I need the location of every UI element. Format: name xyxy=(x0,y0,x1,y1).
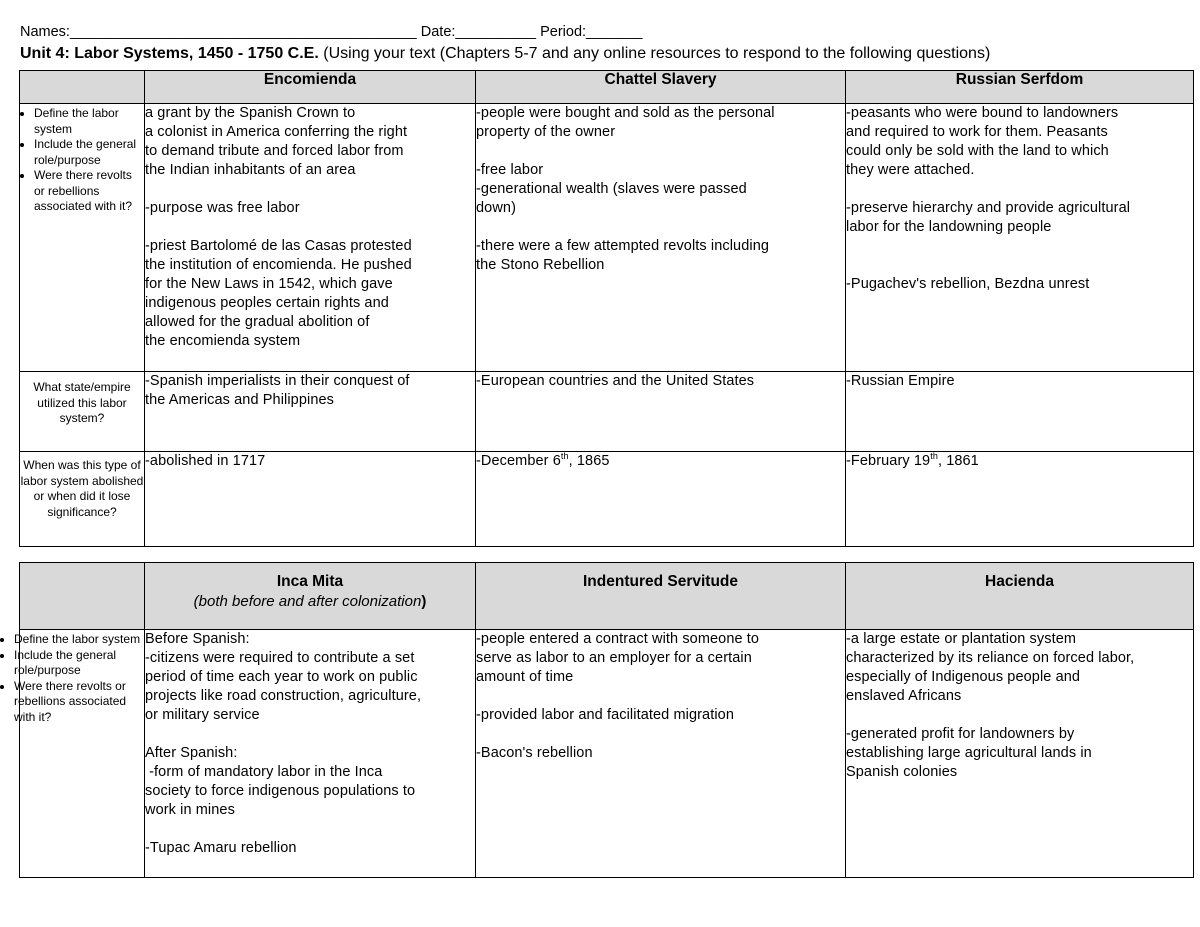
text-line: society to force indigenous populations to xyxy=(145,783,416,799)
text-line: -free labor xyxy=(476,162,544,178)
text-line: amount of time xyxy=(476,669,574,685)
text-line: characterized by its reliance on forced labor, xyxy=(846,650,1135,666)
text-line: the Indian inhabitants of an area xyxy=(145,162,356,178)
text-line: -generated profit for landowners by xyxy=(846,726,1075,742)
labor-systems-table-1 xyxy=(19,70,1194,547)
row-prompt-state: What state/empire utilized this labor system? xyxy=(20,372,145,452)
unit-title: Unit 4: Labor Systems, 1450 - 1750 C.E. xyxy=(20,45,319,62)
text-line: the encomienda system xyxy=(145,333,301,349)
cell-encomienda-state[interactable] xyxy=(145,372,476,452)
prompt-item: • Include the general role/purpose xyxy=(14,648,144,679)
text-line: and required to work for them. Peasants xyxy=(846,124,1108,140)
text-line: enslaved Africans xyxy=(846,688,962,704)
prompt-item: • Were there revolts or rebellions associated with it? xyxy=(34,168,144,215)
cell-serfdom-state[interactable]: -Russian Empire xyxy=(846,372,1194,452)
text-line: labor for the landowning people xyxy=(846,219,1052,235)
text-line: -preserve hierarchy and provide agricultural xyxy=(846,200,1131,216)
text-line: -citizens were required to contribute a set xyxy=(145,650,415,666)
text-line: the Americas and Philippines xyxy=(145,392,334,408)
text-line: -Bacon's rebellion xyxy=(476,745,593,761)
text-line: Before Spanish: xyxy=(145,631,250,647)
text-line: the Stono Rebellion xyxy=(476,257,605,273)
text-line: projects like road construction, agriculture, xyxy=(145,688,422,704)
text-line: serve as labor to an employer for a certain xyxy=(476,650,752,666)
text-line: -priest Bartolomé de las Casas protested xyxy=(145,238,412,254)
text-line: Spanish colonies xyxy=(846,764,958,780)
text-line: -peasants who were bound to landowners xyxy=(846,105,1119,121)
cell-chattel-abolished[interactable] xyxy=(476,452,846,547)
corner-header xyxy=(20,71,145,104)
period-field[interactable]: Period:_______ xyxy=(540,24,643,40)
text-line: -form of mandatory labor in the Inca xyxy=(145,764,383,780)
row-prompt-define xyxy=(20,104,145,372)
column-header-encomienda: Encomienda xyxy=(145,71,476,104)
table-row xyxy=(20,452,1194,547)
cell-encomienda-abolished[interactable]: -abolished in 1717 xyxy=(145,452,476,547)
table-row xyxy=(20,372,1194,452)
text-line: After Spanish: xyxy=(145,745,238,761)
text-line: , 1861 xyxy=(937,453,979,469)
text-line: a grant by the Spanish Crown to xyxy=(145,105,356,121)
superscript: th xyxy=(930,451,938,462)
text-line: -Pugachev's rebellion, Bezdna unrest xyxy=(846,276,1090,292)
superscript: th xyxy=(560,451,569,462)
text-line: allowed for the gradual abolition of xyxy=(145,314,370,330)
text-line: work in mines xyxy=(145,802,235,818)
text-line: -generational wealth (slaves were passed xyxy=(476,181,747,197)
text-line: to demand tribute and forced labor from xyxy=(145,143,404,159)
text-line: -people were bought and sold as the personal xyxy=(476,105,775,121)
prompt-item: • Define the labor system xyxy=(14,632,144,648)
labor-systems-table-2 xyxy=(14,562,1194,878)
text-line: -a large estate or plantation system xyxy=(846,631,1077,647)
row-prompt-define xyxy=(14,630,145,878)
cell-serfdom-definition[interactable] xyxy=(846,104,1194,372)
table-row xyxy=(20,630,1194,878)
text-line: for the New Laws in 1542, which gave xyxy=(145,276,393,292)
column-header-hacienda: Hacienda xyxy=(846,563,1194,630)
corner-header xyxy=(20,563,145,630)
text-line: -people entered a contract with someone to xyxy=(476,631,760,647)
cell-serfdom-abolished[interactable] xyxy=(846,452,1194,547)
text-line: especially of Indigenous people and xyxy=(846,669,1081,685)
text-line: -February 19 xyxy=(846,453,931,469)
column-header-russian-serfdom: Russian Serfdom xyxy=(846,71,1194,104)
column-header-indentured-servitude: Indentured Servitude xyxy=(476,563,846,630)
text-line: the institution of encomienda. He pushed xyxy=(145,257,412,273)
column-header-inca-mita xyxy=(145,563,476,630)
table-row xyxy=(20,104,1194,372)
header-line xyxy=(20,24,643,40)
subhead-text: (both before and after colonization xyxy=(193,593,422,610)
text-line: could only be sold with the land to which xyxy=(846,143,1109,159)
date-field[interactable]: Date:__________ xyxy=(420,24,537,40)
text-line: -Tupac Amaru rebellion xyxy=(145,840,297,856)
cell-indentured-definition[interactable] xyxy=(476,630,846,878)
text-line: -purpose was free labor xyxy=(145,200,300,216)
header-subhead xyxy=(145,593,475,610)
cell-inca-definition[interactable] xyxy=(145,630,476,878)
instructions: (Using your text (Chapters 5-7 and any online resources to respond to the following questions) xyxy=(323,45,991,62)
text-line: -December 6 xyxy=(476,453,561,469)
cell-chattel-state[interactable]: -European countries and the United States xyxy=(476,372,846,452)
header-label: Inca Mita xyxy=(276,573,344,590)
cell-encomienda-definition[interactable] xyxy=(145,104,476,372)
column-header-chattel-slavery: Chattel Slavery xyxy=(476,71,846,104)
worksheet-title xyxy=(20,45,990,63)
names-field[interactable]: Names:___________________________________________ xyxy=(20,24,417,40)
cell-hacienda-definition[interactable] xyxy=(846,630,1194,878)
text-line: they were attached. xyxy=(846,162,975,178)
subhead-close: ) xyxy=(421,593,427,610)
prompt-item: • Include the general role/purpose xyxy=(34,137,144,168)
row-prompt-abolished: When was this type of labor system abolished or when did it lose significance? xyxy=(20,452,145,547)
prompt-item: • Were there revolts or rebellions associated with it? xyxy=(14,679,144,726)
text-line: a colonist in America conferring the right xyxy=(145,124,408,140)
text-line: indigenous peoples certain rights and xyxy=(145,295,389,311)
text-line: -Spanish imperialists in their conquest of xyxy=(145,373,410,389)
cell-chattel-definition[interactable] xyxy=(476,104,846,372)
text-line: , 1865 xyxy=(568,453,610,469)
text-line: -there were a few attempted revolts including xyxy=(476,238,770,254)
text-line: or military service xyxy=(145,707,260,723)
text-line: establishing large agricultural lands in xyxy=(846,745,1092,761)
text-line: -provided labor and facilitated migration xyxy=(476,707,734,723)
prompt-item: • Define the labor system xyxy=(34,106,144,137)
text-line: down) xyxy=(476,200,516,216)
text-line: period of time each year to work on public xyxy=(145,669,418,685)
text-line: property of the owner xyxy=(476,124,616,140)
